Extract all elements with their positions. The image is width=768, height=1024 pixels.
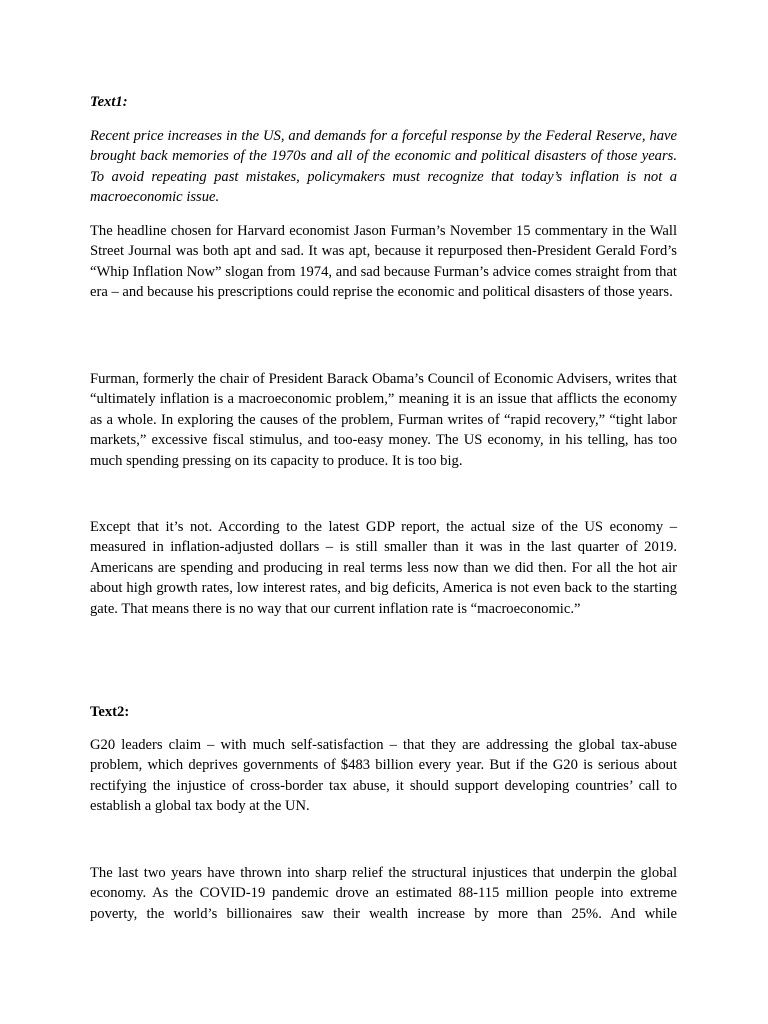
text2-paragraph-2: The last two years have thrown into sharp relief the structural injustices that underpin the global economy. As the COVID-19 pandemic drove an estimated 88-115 million people into extreme poverty, the world’s billionaires saw their wealth increase by more than 25%. And while	[90, 865, 677, 922]
text1-heading: Text1:	[90, 94, 128, 110]
text1-paragraph-1: The headline chosen for Harvard economist Jason Furman’s November 15 commentary in the Wall Street Journal was both apt and sad. It was apt, because it repurposed then-President Gerald Ford’s “Whip Inflation Now” slogan from 1974, and sad because Furman’s advice comes straight from that era – and because his prescriptions could reprise the economic and political disasters of those years.	[90, 223, 677, 301]
text1-paragraph-3: Except that it’s not. According to the latest GDP report, the actual size of the US economy – measured in inflation-adjusted dollars – is still smaller than it was in the last quarter of 2019. Americans are spending and producing in real terms less now than we did then. For all the hot air about high growth rates, low interest rates, and big deficits, America is not even back to the starting gate. That means there is no way that our current inflation rate is “macroeconomic.”	[90, 519, 677, 617]
text2-paragraph-1: G20 leaders claim – with much self-satisfaction – that they are addressing the global tax-abuse problem, which deprives governments of $483 billion every year. But if the G20 is serious about rectifying the injustice of cross-border tax abuse, it should support developing countries’ call to establish a global tax body at the UN.	[90, 737, 677, 815]
text2-heading: Text2:	[90, 704, 130, 720]
text1-intro: Recent price increases in the US, and demands for a forceful response by the Federal Reserve, have brought back memories of the 1970s and all of the economic and political disasters of those years. To avoid repeating past mistakes, policymakers must recognize that today’s inflation is not a macroeconomic issue.	[90, 128, 677, 206]
text1-paragraph-2: Furman, formerly the chair of President Barack Obama’s Council of Economic Advisers, writes that “ultimately inflation is a macroeconomic problem,” meaning it is an issue that afflicts the economy as a whole. In exploring the causes of the problem, Furman writes of “rapid recovery,” “tight labor markets,” excessive fiscal stimulus, and too-easy money. The US economy, in his telling, has too much spending pressing on its capacity to produce. It is too big.	[90, 371, 677, 469]
